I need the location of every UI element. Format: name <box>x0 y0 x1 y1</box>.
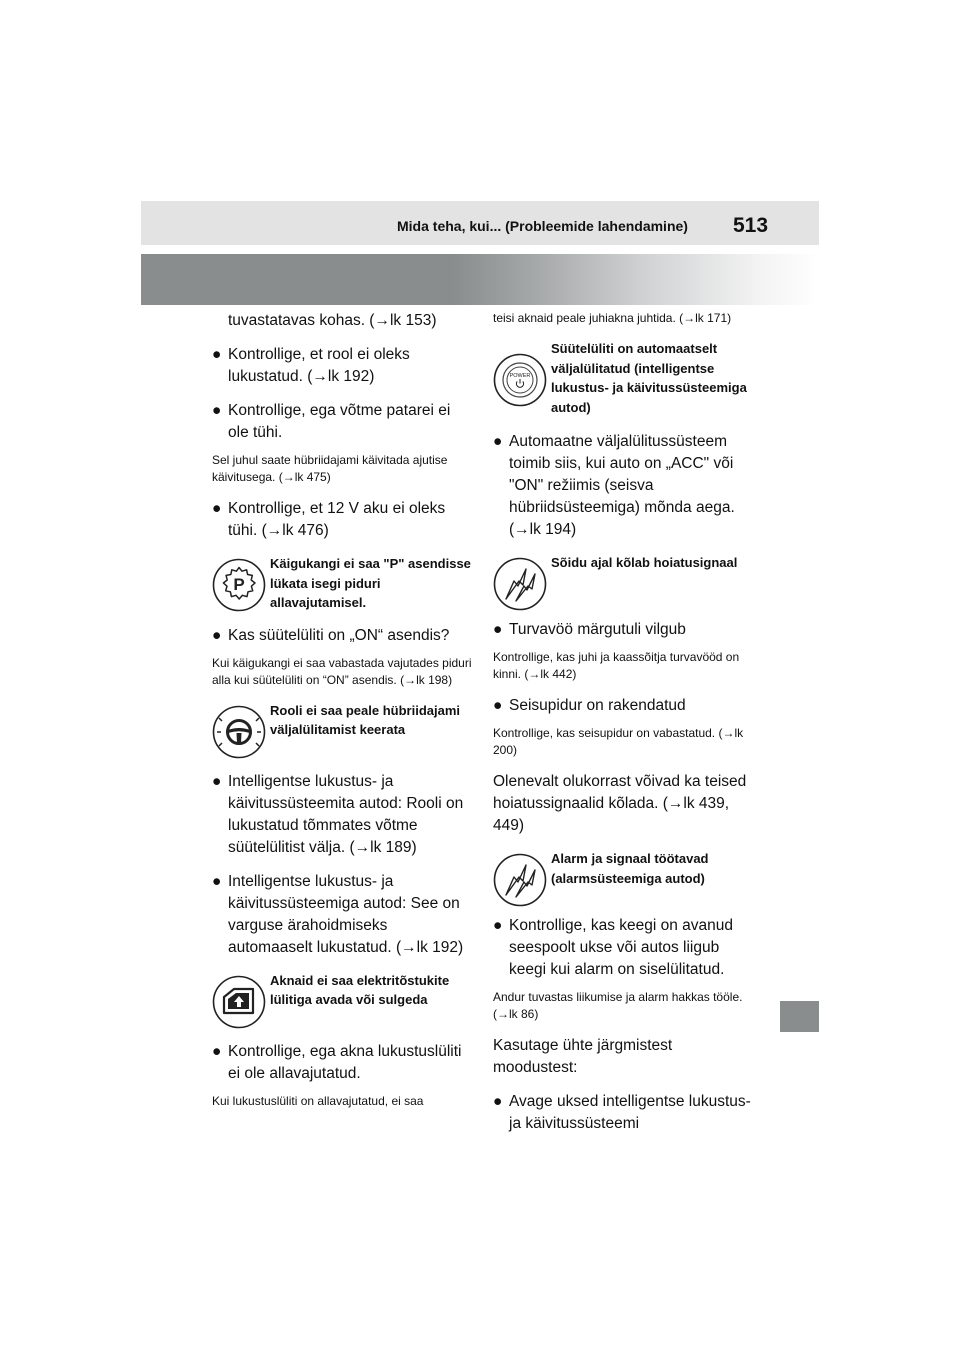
section-title: Rooli ei saa peale hübriidajami väljalülitamist keerata <box>270 702 461 737</box>
page-number: 513 <box>733 214 769 237</box>
section-title: Alarm ja signaal töötavad (alarmsüsteemiga autod) <box>551 851 709 886</box>
note-text: Kui käigukangi ei saa vabastada vajutades piduri alla kui süütelüliti on “ON” asendis. (→lk 198) <box>212 655 472 687</box>
section-title: Aknaid ei saa elektritõstukite lülitiga avada või sulgeda <box>270 972 450 1007</box>
bullet-item: ● Intelligentse lukustus- ja käivitussüsteemita autod: Rooli on lukustatud tõmmates võtme süütelülitist välja. (→lk 189) <box>212 772 464 856</box>
section-auto-off <box>493 339 755 419</box>
bullet-item: ● Intelligentse lukustus- ja käivitussüsteemiga autod: See on varguse ärahoidmiseks automaaselt lukustatud. (→lk 192) <box>212 872 464 956</box>
note-text: Kui lukustuslüliti on allavajutatud, ei saa <box>212 1093 424 1108</box>
section-windows <box>212 971 474 1029</box>
bullet-icon: ● <box>493 917 503 934</box>
bullet-item: ● Automaatne väljalülitussüsteem toimib siis, kui auto on „ACC" või "ON" režiimis (seisva hübriidsüsteemiga) mõnda aega. (→lk 194) <box>493 433 735 538</box>
bullet-item: ● Kontrollige, ega akna lukustuslüliti ei ole allavajutatud. <box>212 1042 462 1082</box>
bullet-icon: ● <box>212 772 222 790</box>
bullet-item: ● Seisupidur on rakendatud <box>493 695 755 717</box>
continued-text: tuvastatavas kohas. (→lk 153) <box>228 312 437 329</box>
section-shift-lever <box>212 554 474 613</box>
bullet-item: ● Kas süütelüliti on „ON“ asendis? <box>212 625 474 647</box>
power-window-icon <box>212 975 266 1029</box>
body-paragraph: Olenevalt olukorrast võivad ka teised hoiatussignaalid kõlada. (→lk 439, 449) <box>493 773 747 834</box>
bullet-item: ● Kontrollige, ega võtme patarei ei ole tühi. <box>212 402 451 441</box>
note-text: Sel juhul saate hübriidajami käivitada ajutise käivitusega. (→lk 475) <box>212 453 448 484</box>
bullet-item: ● Avage uksed intelligentse lukustus- ja käivitussüsteemi <box>493 1093 751 1132</box>
bullet-icon: ● <box>212 626 222 644</box>
note-text: Andur tuvastas liikumise ja alarm hakkas tööle. (→lk 86) <box>493 990 743 1021</box>
bullet-item: ● Kontrollige, et rool ei oleks lukustatud. (→lk 192) <box>212 346 410 385</box>
steering-lock-icon <box>212 705 266 759</box>
bullet-icon: ● <box>212 402 222 419</box>
section-title: Käigukangi ei saa "P" asendisse lükata isegi piduri allavajutamisel. <box>270 556 471 610</box>
section-alarm <box>493 849 755 903</box>
bullet-icon: ● <box>493 1093 503 1110</box>
power-button-icon <box>493 353 547 407</box>
note-text: Kontrollige, kas seisupidur on vabastatud. (→lk 200) <box>493 726 744 757</box>
section-title: Süütelüliti on automaatselt väljalülitatud (intelligentse lukustus- ja käivitussüsteemiga autod) <box>551 341 747 415</box>
bullet-icon: ● <box>493 621 503 638</box>
bullet-item: ● Turvavöö märgutuli vilgub <box>493 619 755 641</box>
left-column <box>212 310 474 1122</box>
bullet-item: ● Kontrollige, kas keegi on avanud seespoolt ukse või autos liigub keegi kui alarm on siselülitatud. <box>493 917 734 978</box>
bullet-icon: ● <box>212 1042 222 1060</box>
svg-text:POWER: POWER <box>509 373 531 379</box>
bullet-icon: ● <box>493 697 503 714</box>
section-warning-sound <box>493 553 755 607</box>
section-steering <box>212 701 474 759</box>
body-paragraph: Kasutage ühte järgmistest moodustest: <box>493 1037 673 1076</box>
warning-sound-icon <box>493 557 547 611</box>
chapter-tab <box>780 1001 819 1032</box>
bullet-icon: ● <box>493 433 503 450</box>
header-title: Mida teha, kui... (Probleemide lahendamine) <box>397 218 688 234</box>
bullet-icon: ● <box>212 872 222 890</box>
section-title: Sõidu ajal kõlab hoiatusignaal <box>551 555 738 570</box>
right-column <box>493 310 755 1147</box>
bullet-item: ● Kontrollige, et 12 V aku ei oleks tühi. (→lk 476) <box>212 500 446 539</box>
alarm-sound-icon <box>493 853 547 907</box>
note-text: Kontrollige, kas juhi ja kaassõitja turvavööd on kinni. (→lk 442) <box>493 650 740 681</box>
section-gradient-band <box>141 254 819 305</box>
bullet-icon: ● <box>212 500 222 517</box>
gear-p-icon <box>212 558 266 612</box>
note-text: teisi aknaid peale juhiakna juhtida. (→lk 171) <box>493 311 732 325</box>
svg-text:P: P <box>233 575 245 594</box>
bullet-icon: ● <box>212 346 222 363</box>
